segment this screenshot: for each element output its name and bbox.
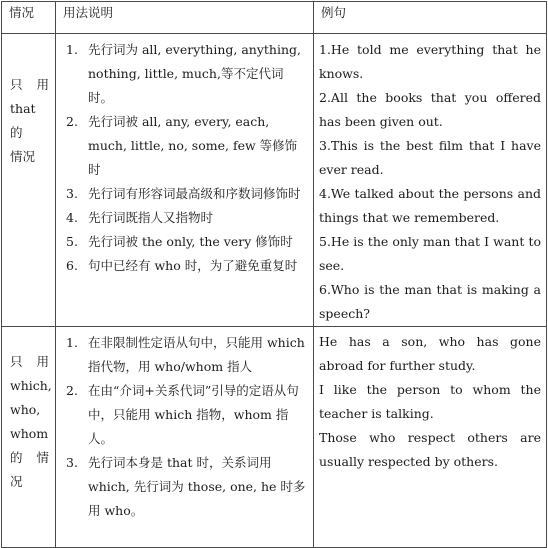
examples-cell [314, 34, 547, 327]
grammar-table [1, 1, 547, 548]
header-examples-label: 例句 [321, 5, 347, 20]
case-cell [2, 34, 56, 327]
case-label [2, 34, 55, 169]
usage-item: 4. 先行词既指人又指物时 [66, 210, 214, 225]
case-line: 只 [10, 77, 23, 92]
usage-item: 2. 在由“介词+关系代词”引导的定语从句中，只能用 which 指物，whom 指人。 [66, 383, 299, 446]
table-row [2, 327, 547, 548]
case-line: 只 [10, 354, 23, 369]
usage-item: 3. 先行词有形容词最高级和序数词修饰时 [66, 186, 301, 201]
case-line: 情况 [10, 149, 36, 164]
example-sentence: I like the person to whom the teacher is talking. [319, 382, 541, 421]
example-sentence: Those who respect others are usually respected by others. [319, 430, 541, 469]
usage-item: 6. 句中已经有 who 时，为了避免重复时 [66, 258, 298, 273]
case-line: 用 [36, 354, 49, 369]
usage-item: 2. 先行词被 all, any, every, each, much, little, no, some, few 等修饰时 [66, 114, 298, 177]
examples-cell [314, 327, 547, 548]
header-cell-case [2, 2, 56, 34]
table-row [2, 34, 547, 327]
case-line: who, [10, 402, 41, 417]
case-line: 况 [10, 474, 23, 489]
header-row [2, 2, 547, 34]
example-sentence: 6.Who is the man that is making a speech? [319, 282, 541, 321]
example-sentence: 2.All the books that you offered has been given out. [319, 90, 541, 129]
case-line: that 的 [10, 101, 36, 140]
example-sentence: 1.He told me everything that he knows. [319, 42, 541, 81]
header-usage-label: 用法说明 [63, 5, 114, 20]
example-sentence: 4.We talked about the persons and things that we remembered. [319, 186, 541, 225]
usage-list [56, 34, 313, 278]
usage-item: 5. 先行词被 the only, the very 修饰时 [66, 234, 293, 249]
examples-list [314, 327, 546, 474]
example-sentence: 3.This is the best film that I have ever read. [319, 138, 541, 177]
examples-list [314, 34, 546, 326]
case-label [2, 327, 55, 494]
usage-cell [56, 34, 314, 327]
case-line: 的 [10, 450, 23, 465]
usage-item: 3. 先行词本身是 that 时，关系词用 which, 先行词为 those, one, he 时多用 who。 [66, 455, 306, 518]
case-line: 用 [36, 77, 49, 92]
case-line: whom [10, 426, 49, 441]
case-line: 情 [36, 450, 49, 465]
header-cell-examples [314, 2, 547, 34]
header-case-label: 情况 [9, 5, 35, 20]
header-cell-usage [56, 2, 314, 34]
usage-item: 1. 在非限制性定语从句中，只能用 which 指代物，用 who/whom 指人 [66, 335, 305, 374]
example-sentence: 5.He is the only man that I want to see. [319, 234, 541, 273]
usage-list [56, 327, 313, 523]
case-cell [2, 327, 56, 548]
usage-cell [56, 327, 314, 548]
example-sentence: He has a son, who has gone abroad for further study. [319, 334, 541, 373]
case-line: which, [10, 378, 52, 393]
usage-item: 1. 先行词为 all, everything, anything, nothing, little, much,等不定代词时。 [66, 42, 301, 105]
